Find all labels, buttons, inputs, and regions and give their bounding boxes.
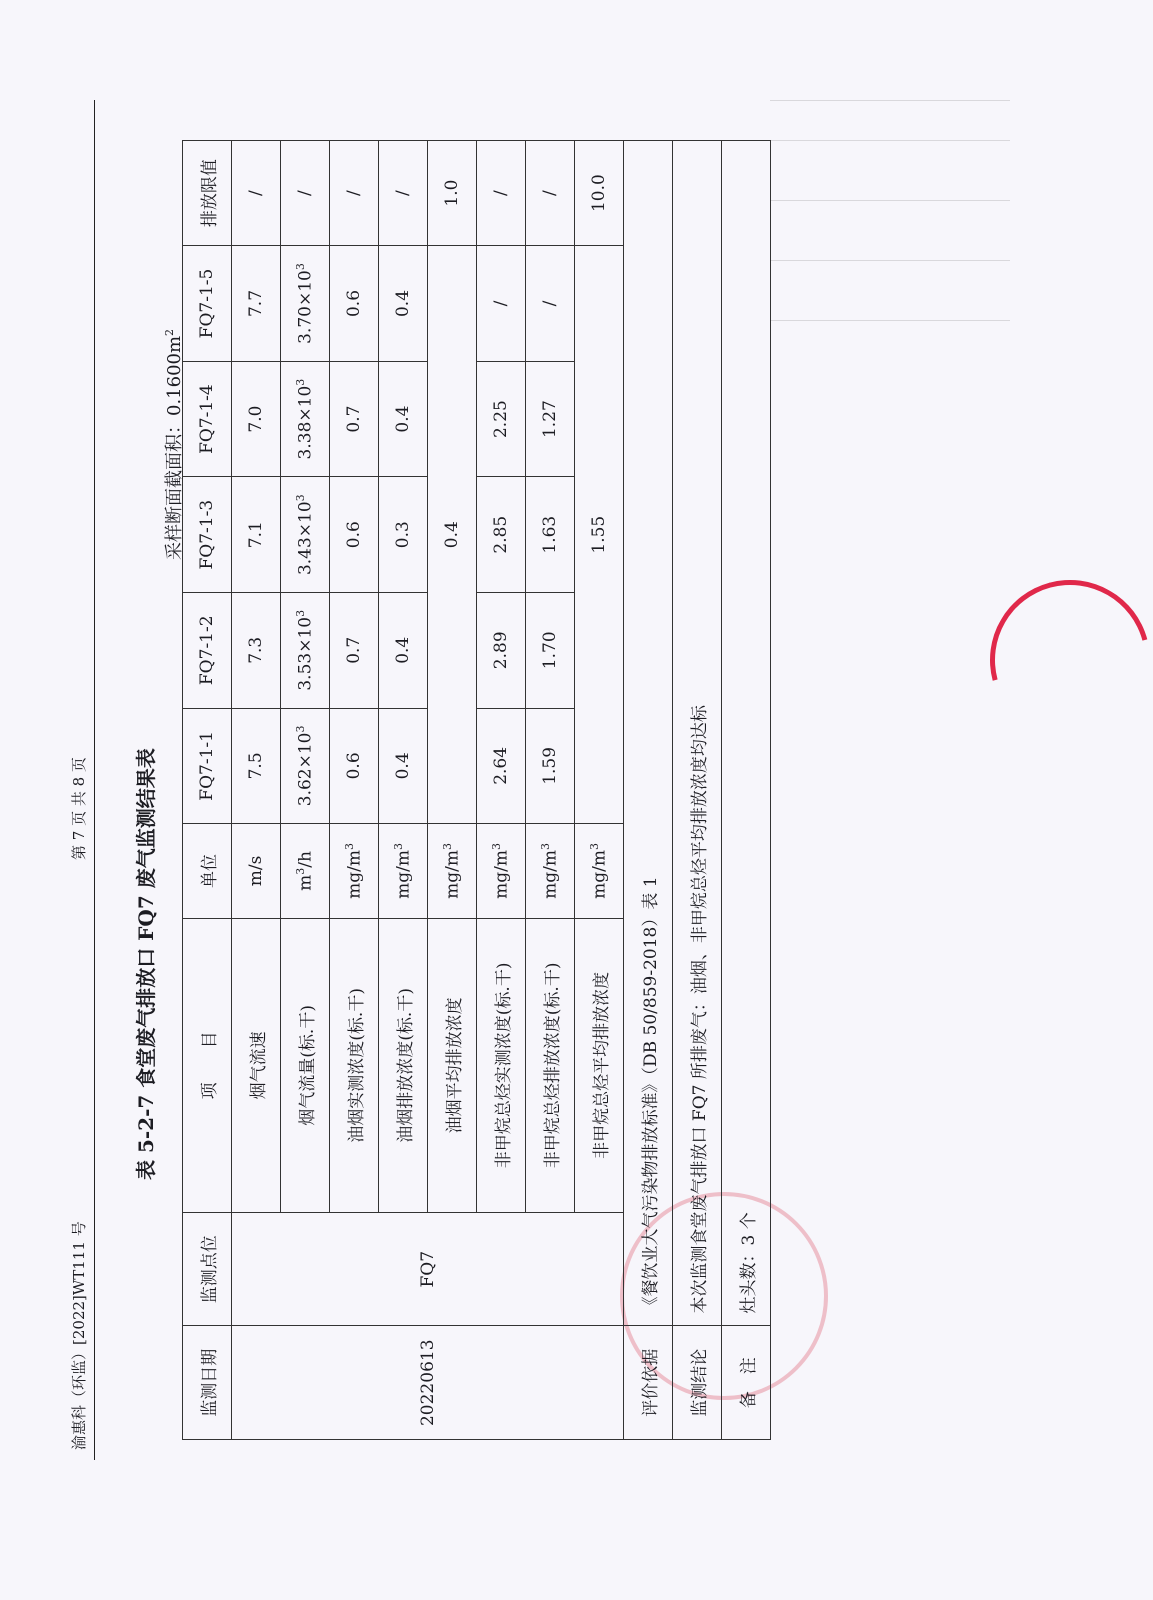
value-cell: 0.4 (379, 361, 428, 477)
limit-cell: / (281, 141, 330, 246)
average-cell: 0.4 (428, 246, 477, 824)
limit-cell: / (477, 141, 526, 246)
monitoring-results-table (182, 140, 771, 1440)
table-row (232, 141, 281, 1440)
unit-cell: $mg/m^3$ (526, 824, 575, 919)
limit-cell: / (379, 141, 428, 246)
item-cell: 烟气流量(标.干) (281, 918, 330, 1212)
value-cell: 0.6 (330, 246, 379, 362)
col-s3: FQ7-1-3 (183, 477, 232, 593)
value-cell: $3.62\times 10^3$ (281, 708, 330, 824)
col-limit: 排放限值 (183, 141, 232, 246)
item-cell: 非甲烷总烃实测浓度(标.干) (477, 918, 526, 1212)
limit-cell: / (330, 141, 379, 246)
item-cell: 油烟平均排放浓度 (428, 918, 477, 1212)
col-s5: FQ7-1-5 (183, 246, 232, 362)
conclusion-label: 监测结论 (673, 1326, 722, 1440)
col-s4: FQ7-1-4 (183, 361, 232, 477)
remark-row (722, 141, 771, 1440)
value-cell: 7.3 (232, 592, 281, 708)
average-cell: 1.55 (575, 246, 624, 824)
col-point: 监测点位 (183, 1213, 232, 1327)
value-cell: 0.7 (330, 592, 379, 708)
col-item: 项 目 (183, 918, 232, 1212)
col-s1: FQ7-1-1 (183, 708, 232, 824)
value-cell: 1.70 (526, 592, 575, 708)
conclusion-value: 本次监测食堂废气排放口 FQ7 所排废气：油烟、非甲烷总烃平均排放浓度均达标 (673, 141, 722, 1327)
col-unit: 单位 (183, 824, 232, 919)
item-cell: 油烟排放浓度(标.干) (379, 918, 428, 1212)
conclusion-row (673, 141, 722, 1440)
unit-cell: m/s (232, 824, 281, 919)
value-cell: 2.25 (477, 361, 526, 477)
value-cell: / (526, 246, 575, 362)
remark-value: 灶头数：3 个 (722, 141, 771, 1327)
col-s2: FQ7-1-2 (183, 592, 232, 708)
red-seal-arc (961, 551, 1153, 770)
value-cell: 0.4 (379, 592, 428, 708)
value-cell: 1.59 (526, 708, 575, 824)
limit-cell: 10.0 (575, 141, 624, 246)
value-cell: 2.89 (477, 592, 526, 708)
value-cell: 7.0 (232, 361, 281, 477)
limit-cell: / (232, 141, 281, 246)
value-cell: 7.5 (232, 708, 281, 824)
remark-label: 备 注 (722, 1326, 771, 1440)
value-cell: $3.43\times 10^3$ (281, 477, 330, 593)
value-cell: / (477, 246, 526, 362)
item-cell: 非甲烷总烃平均排放浓度 (575, 918, 624, 1212)
unit-cell: $mg/m^3$ (428, 824, 477, 919)
page-number: 第 7 页 共 8 页 (70, 757, 88, 860)
page-header (60, 100, 94, 1460)
value-cell: 7.7 (232, 246, 281, 362)
value-cell: $3.38\times 10^3$ (281, 361, 330, 477)
value-cell: 1.63 (526, 477, 575, 593)
value-cell: 1.27 (526, 361, 575, 477)
item-cell: 烟气流速 (232, 918, 281, 1212)
value-cell: 0.4 (379, 708, 428, 824)
rotated-document (60, 20, 1140, 1460)
limit-cell: / (526, 141, 575, 246)
date-cell: 20220613 (232, 1326, 624, 1440)
table-title: 表 5-2-7 食堂废气排放口 FQ7 废气监测结果表 (134, 748, 158, 1180)
unit-cell: $mg/m^3$ (379, 824, 428, 919)
report-number: 渝惠科（环监）[2022]WT111 号 (70, 1221, 88, 1450)
basis-row (624, 141, 673, 1440)
value-cell: 0.6 (330, 708, 379, 824)
value-cell: $3.70\times 10^3$ (281, 246, 330, 362)
point-cell: FQ7 (232, 1213, 624, 1327)
unit-cell: $mg/m^3$ (575, 824, 624, 919)
unit-cell: $mg/m^3$ (477, 824, 526, 919)
item-cell: 油烟实测浓度(标.干) (330, 918, 379, 1212)
limit-cell: 1.0 (428, 141, 477, 246)
basis-value: 《餐饮业大气污染物排放标准》（DB 50/859-2018）表 1 (624, 141, 673, 1327)
value-cell: 2.64 (477, 708, 526, 824)
unit-cell: $mg/m^3$ (330, 824, 379, 919)
item-cell: 非甲烷总烃排放浓度(标.干) (526, 918, 575, 1212)
value-cell: 2.85 (477, 477, 526, 593)
table-header-row (183, 141, 232, 1440)
basis-label: 评价依据 (624, 1326, 673, 1440)
value-cell: 7.1 (232, 477, 281, 593)
unit-cell: $m^3/h$ (281, 824, 330, 919)
header-rule (94, 100, 95, 1460)
value-cell: 0.3 (379, 477, 428, 593)
sampling-area: 采样断面截面积：$0.1600m^2$ (163, 328, 185, 560)
col-date: 监测日期 (183, 1326, 232, 1440)
value-cell: 0.7 (330, 361, 379, 477)
value-cell: 0.6 (330, 477, 379, 593)
value-cell: $3.53\times 10^3$ (281, 592, 330, 708)
value-cell: 0.4 (379, 246, 428, 362)
